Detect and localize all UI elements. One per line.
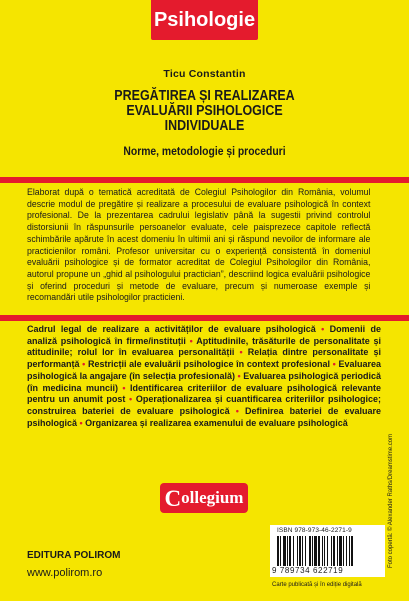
- logo-text: ollegium: [181, 488, 244, 507]
- bullet-icon: •: [229, 405, 246, 416]
- digital-edition-note: Carte publicată și în ediție digitală: [272, 582, 362, 588]
- contents-item: Evaluarea psihologică periodică (în medicina muncii): [27, 370, 381, 393]
- divider-top: [0, 177, 409, 183]
- contents-item: Aptitudinile, trăsăturile de personalitate și atitudinile; rolul lor în evaluarea personalității: [27, 335, 381, 358]
- contents-item: Evaluarea psihologică la angajare (în selecția profesională): [27, 359, 381, 381]
- description-text: Elaborat după o tematică acreditată de Colegiul Psihologilor din România, volumul descrie modul de pregătire și realizare a procesului de evaluare psihologică în context profesional. De la prezentarea cadrului legislativ până la sugestii privind controlul distorsiunii în răspunsurile persoanelor evaluate, cele paisprezece capitole reflectă schimbările apărute în acest domeniu în ultimii ani și răspund nevoilor de informare ale practicienilor români. Profesor universitar cu o experiență consistentă în domeniul evaluării psihologice și de formator acreditat de Colegiul Psihologilor din România, autorul propune un „ghid al psihologului practician”, descriind logica evaluării psihologice și oferind proceduri și metode de evaluare, precum și numeroase exemple și recomandări utile psihologilor practicieni.: [27, 187, 371, 303]
- collegium-logo: [160, 483, 248, 513]
- contents-item: Definirea bateriei de evaluare psihologică: [27, 405, 381, 428]
- book-subtitle: Norme, metodologie și proceduri: [123, 146, 286, 158]
- title-line: EVALUĂRII PSIHOLOGICE: [126, 103, 283, 119]
- barcode-icon: [277, 536, 377, 566]
- contents-item: Operaționalizarea și cuantificarea criteriilor psihologice; construirea bateriei de evaluare psihologică: [27, 394, 381, 416]
- bullet-icon: •: [125, 394, 136, 405]
- isbn-text: ISBN 978-973-46-2271-9: [277, 527, 352, 534]
- photo-credit: Foto copertă: © Alexander Raths/Dreamstime.com: [388, 433, 394, 568]
- author-name: Ticu Constantin: [163, 68, 246, 80]
- book-title: [29, 89, 381, 134]
- bullet-icon: •: [117, 382, 131, 393]
- series-badge: Psihologie: [151, 0, 258, 40]
- publisher-name: EDITURA POLIROM: [27, 550, 121, 561]
- bullet-icon: •: [77, 417, 86, 428]
- contents-item: Restricții ale evaluării psihologice în context profesional: [87, 359, 330, 370]
- bullet-icon: •: [234, 370, 244, 381]
- contents-item: Identificarea criteriilor de evaluare psihologică relevante pentru un anumit post: [27, 382, 381, 405]
- contents-list: [27, 324, 381, 429]
- divider-bottom: [0, 315, 409, 321]
- title-line: PREGĂTIREA ȘI REALIZAREA: [114, 88, 295, 104]
- bullet-icon: •: [315, 324, 330, 334]
- barcode-area: [270, 525, 385, 577]
- contents-item: Organizarea și realizarea examenului de evaluare psihologică: [85, 417, 348, 428]
- description: [27, 187, 370, 304]
- bullet-icon: •: [185, 335, 197, 346]
- bullet-icon: •: [330, 359, 339, 370]
- logo-initial: C: [164, 485, 182, 511]
- bullet-icon: •: [234, 347, 248, 358]
- barcode-number: 9 789734 622719: [272, 566, 344, 575]
- bullet-icon: •: [79, 359, 88, 370]
- title-line: INDIVIDUALE: [164, 118, 245, 134]
- publisher-website: www.polirom.ro: [27, 567, 103, 579]
- contents-item: Relația dintre personalitate și performanță: [27, 347, 381, 370]
- contents-item: Domenii de analiză psihologică în firme/instituții: [27, 324, 381, 346]
- contents-item: Cadrul legal de realizare a activităților de evaluare psihologică: [27, 324, 316, 334]
